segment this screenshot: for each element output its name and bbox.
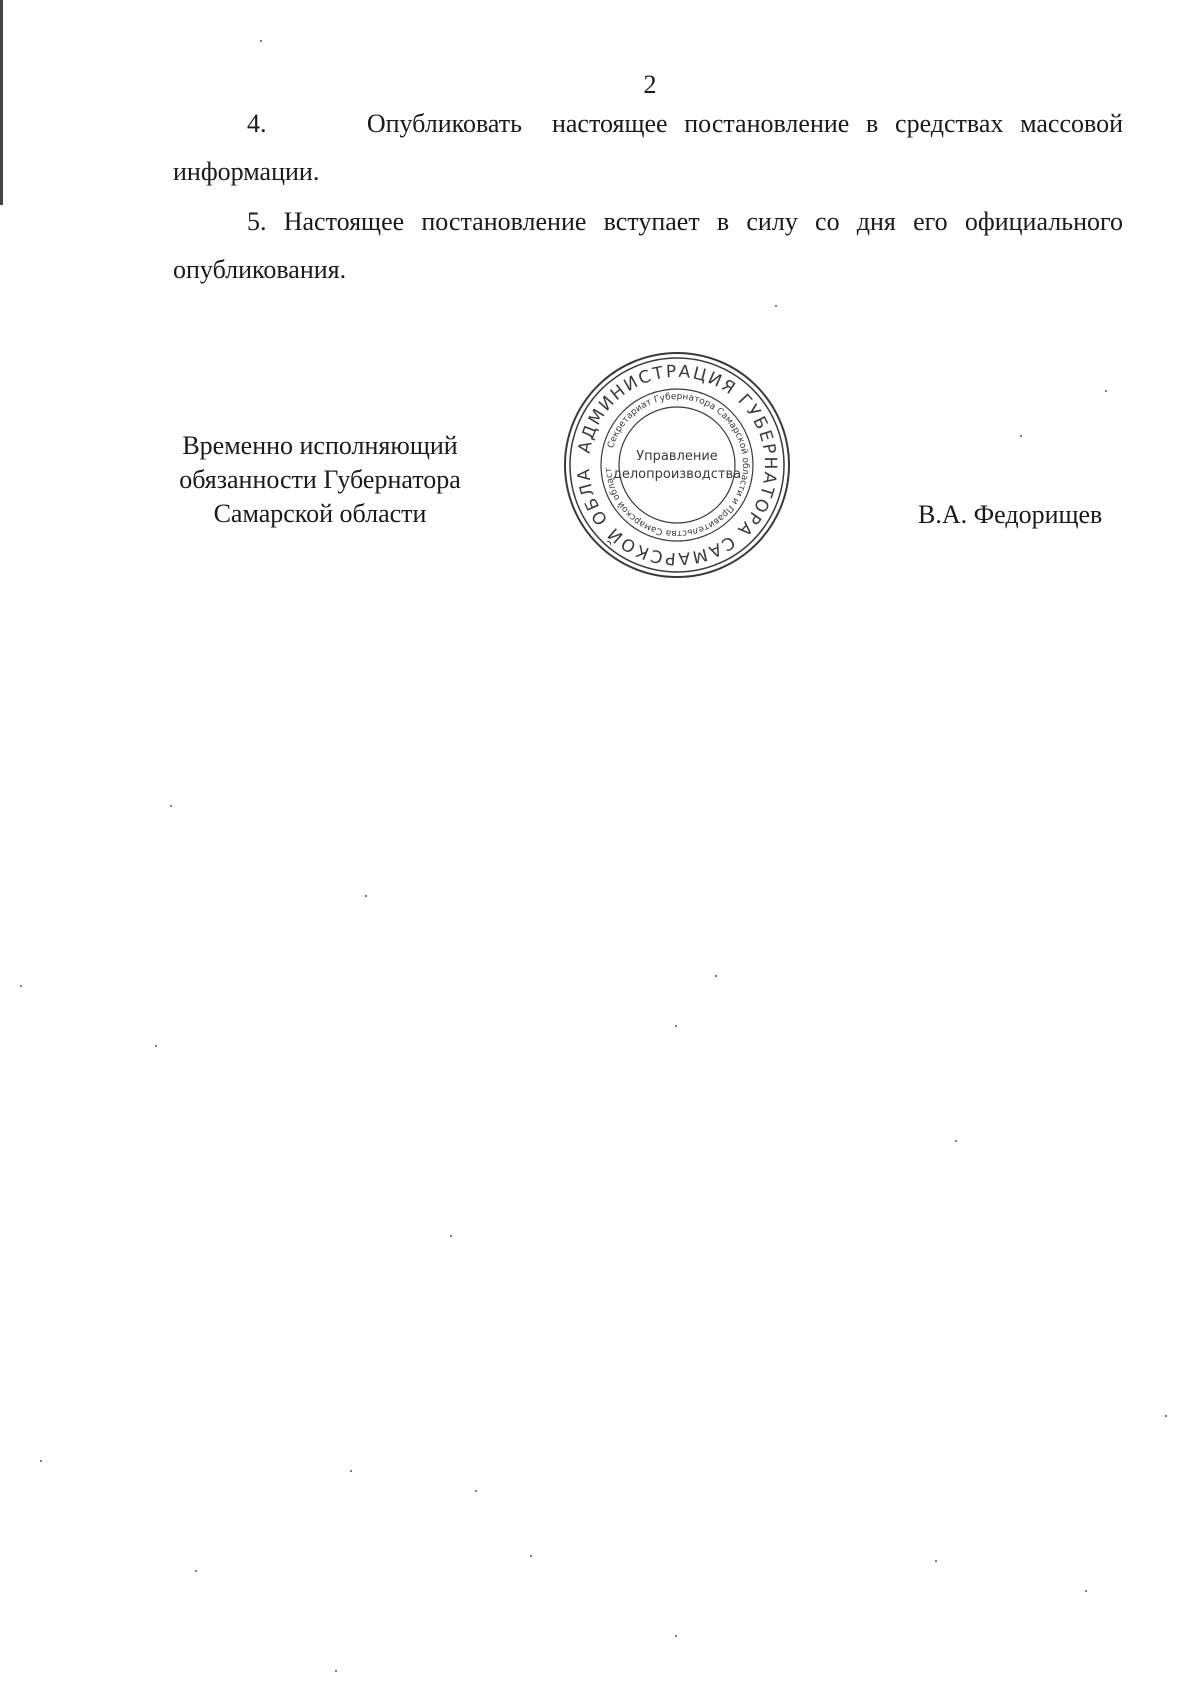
stamp-outer-text: АДМИНИСТРАЦИЯ ГУБЕРНАТОРА САМАРСКОЙ ОБЛА [573, 361, 781, 569]
signer-position-line-3: Самарской области [213, 499, 427, 528]
scan-speck [260, 40, 262, 42]
scan-speck [1165, 1415, 1167, 1417]
page-edge-border [0, 0, 3, 205]
scan-speck [20, 985, 22, 987]
scan-speck [1020, 435, 1022, 437]
official-stamp [562, 350, 792, 580]
scan-speck [1105, 390, 1107, 392]
signer-position-line-2: обязанности Губернатора [179, 465, 461, 494]
paragraph-4-text-a: Опубликовать [366, 109, 522, 138]
scan-speck [450, 1235, 452, 1237]
page-number: 2 [643, 70, 657, 99]
signer-name: В.А. Федорищев [918, 500, 1103, 529]
paragraph-5-number: 5. [247, 207, 267, 236]
scan-speck [155, 1045, 157, 1047]
scan-speck [715, 975, 717, 977]
signer-position-line-1: Временно исполняющий [182, 431, 458, 460]
scan-speck [195, 1570, 197, 1572]
scan-speck [935, 1560, 937, 1562]
scan-speck [170, 805, 172, 807]
scan-speck [40, 1460, 42, 1462]
signer-position [160, 429, 480, 531]
stamp-graphic [562, 350, 792, 580]
stamp-inner-text: Секретариат Губернатора Самарской области и Правительства Самарской област [604, 391, 751, 539]
paragraph-4 [173, 100, 1123, 196]
scan-speck [475, 1490, 477, 1492]
paragraph-5 [173, 198, 1123, 294]
stamp-center-line-2: делопроизводства [612, 467, 742, 482]
stamp-center-line-1: Управление [636, 449, 718, 464]
scan-speck [1085, 1590, 1087, 1592]
scan-speck [675, 1025, 677, 1027]
paragraph-4-text-b: настоящее постановление в средствах массовой информации. [173, 109, 1123, 186]
paragraph-4-number: 4. [247, 109, 267, 138]
scan-speck [775, 305, 777, 307]
scan-speck [365, 895, 367, 897]
scan-speck [530, 1555, 532, 1557]
scan-speck [335, 1670, 337, 1672]
scan-speck [350, 1470, 352, 1472]
scan-speck [675, 1635, 677, 1637]
paragraph-5-text: Настоящее постановление вступает в силу со дня его официального опубликования. [173, 207, 1123, 284]
scan-speck [955, 1140, 957, 1142]
